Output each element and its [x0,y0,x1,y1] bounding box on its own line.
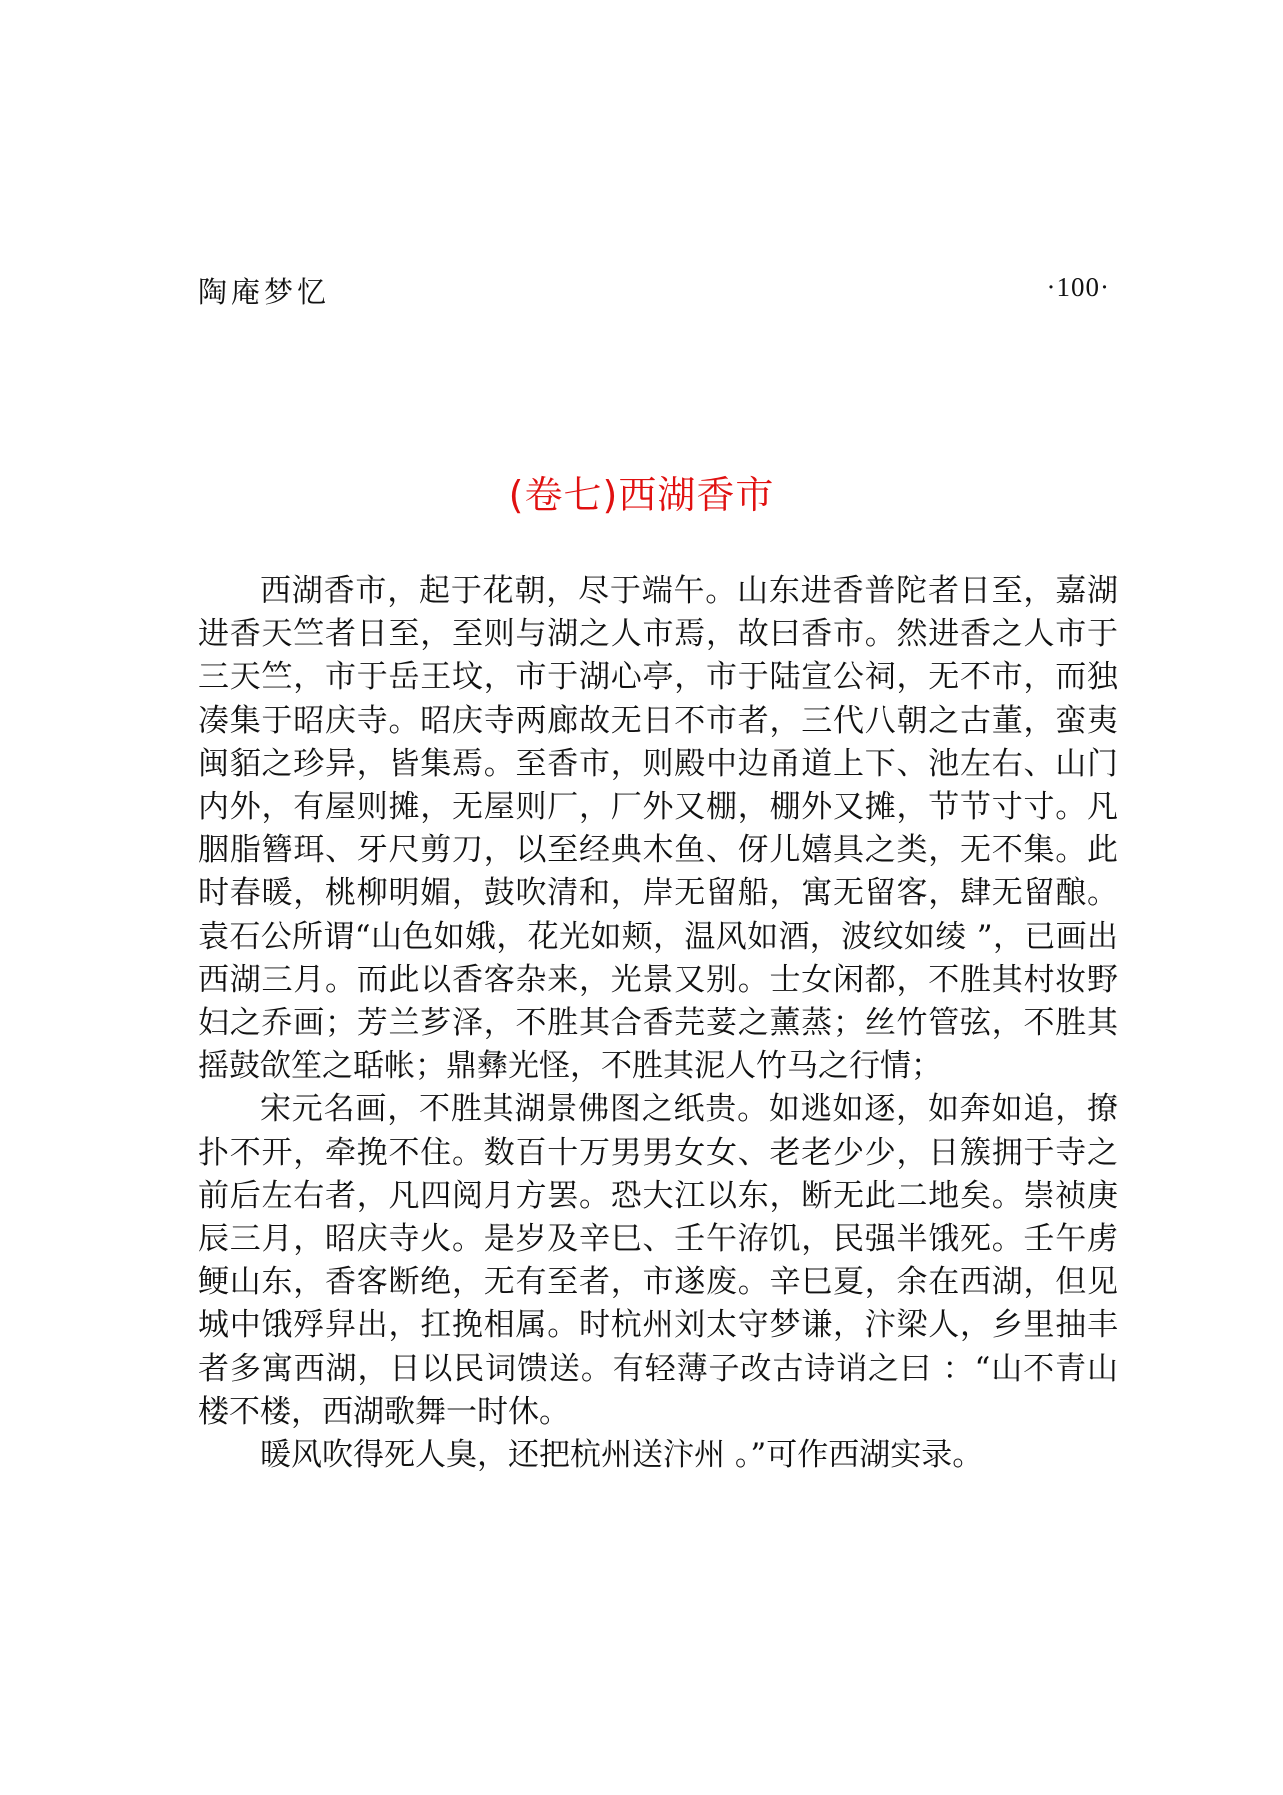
page-number: ·100· [1046,272,1110,302]
paragraph: 宋元名画，不胜其湖景佛图之纸贵。如逃如逐，如奔如追，撩扑不开，牵挽不住。数百十万男男女女、老老少少，日簇拥于寺之前后左右者，凡四阅月方罢。恐大江以东，断无此二地矣。崇祯庚辰三月，昭庆寺火。是岁及辛巳、壬午洊饥，民强半饿死。壬午虏鲠山东，香客断绝，无有至者，市遂废。辛巳夏，余在西湖，但见城中饿殍舁出，扛挽相属。时杭州刘太守梦谦，汴梁人，乡里抽丰者多寓西湖，日以民词馈送。有轻薄子改古诗诮之曰 ：“山不青山楼不楼，西湖歌舞一时休。 [198,1091,1118,1430]
running-header [198,270,1110,320]
paragraph: 暖风吹得死人臭，还把杭州送汴州 。”可作西湖实录。 [260,1437,984,1474]
body-text [198,570,1118,1477]
chapter-title: (卷七)西湖香市 [508,473,775,517]
paragraph: 西湖香市，起于花朝，尽于端午。山东进香普陀者日至，嘉湖进香天竺者日至，至则与湖之人市焉，故曰香市。然进香之人市于三天竺，市于岳王坟，市于湖心亭，市于陆宣公祠，无不市，而独凑集于昭庆寺。昭庆寺两廊故无日不市者，三代八朝之古董，蛮夷闽貊之珍异，皆集焉。至香市，则殿中边甬道上下、池左右、山门内外，有屋则摊，无屋则厂，厂外又棚，棚外又摊，节节寸寸。凡胭脂簪珥、牙尺剪刀，以至经典木鱼、伢儿嬉具之类，无不集。此时春暖，桃柳明媚，鼓吹清和，岸无留船，寓无留客，肆无留酿。袁石公所谓“山色如娥，花光如颊，温风如酒，波纹如绫 ”，已画出西湖三月。而此以香客杂来，光景又别。士女闲都，不胜其村妆野妇之乔画；芳兰芗泽，不胜其合香芫荽之薰蒸；丝竹管弦，不胜其摇鼓欱笙之聒帐；鼎彝光怪，不胜其泥人竹马之行情； [198,573,1118,1085]
book-title: 陶庵梦忆 [198,275,331,309]
